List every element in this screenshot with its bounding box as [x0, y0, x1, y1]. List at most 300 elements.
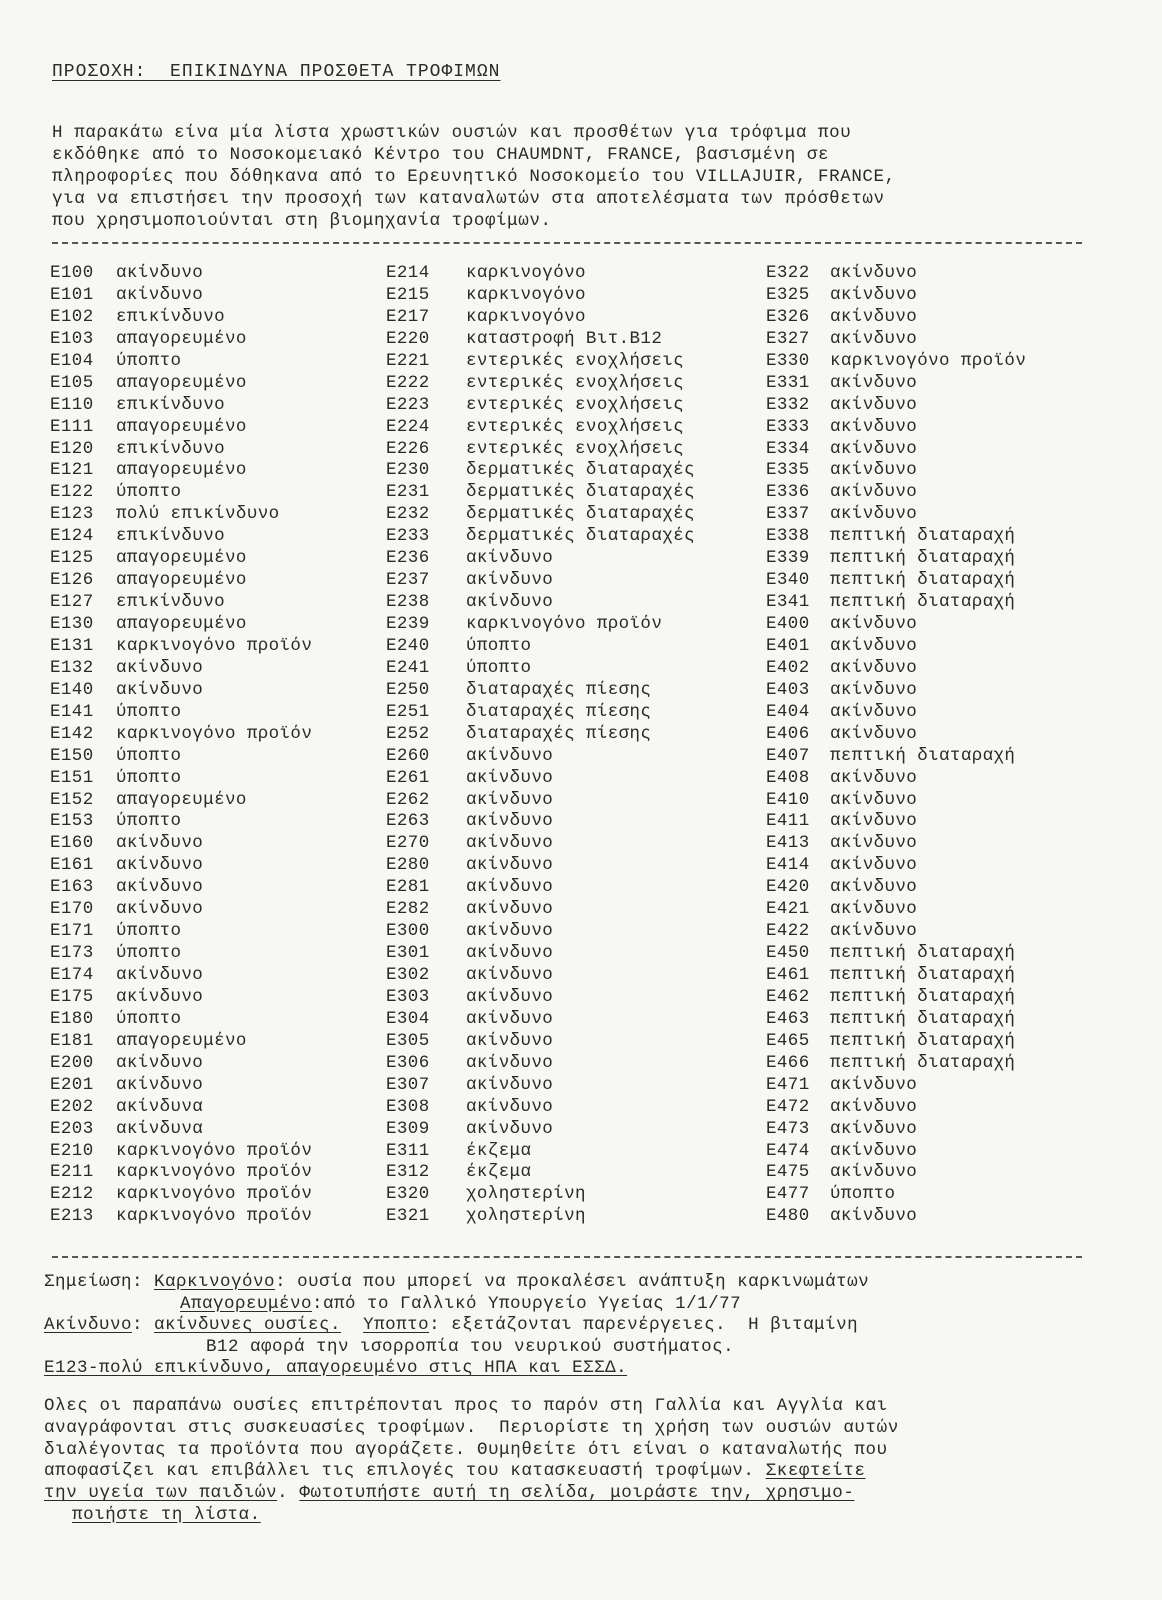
additive-row — [386, 877, 554, 899]
additive-effect: ακίνδυνο — [830, 482, 918, 503]
additive-code: E325 — [766, 284, 810, 305]
additive-row — [50, 592, 226, 614]
additive-effect: ακίνδυνο — [830, 1140, 918, 1161]
additive-row — [766, 1030, 1016, 1053]
additive-row — [766, 965, 1016, 987]
additive-effect: ακίνδυνο — [466, 1074, 554, 1095]
additive-code: E463 — [766, 1008, 810, 1029]
additives-column-2 — [386, 263, 695, 1228]
additive-row — [50, 899, 204, 921]
additive-code: E340 — [766, 570, 810, 591]
additive-code: E477 — [766, 1184, 810, 1205]
additive-effect: ακίνδυνο — [830, 416, 918, 437]
additive-row — [766, 986, 1016, 1009]
additive-effect: απαγορευμένο — [116, 614, 247, 634]
additive-effect: ακίνδυνο — [116, 1052, 204, 1073]
additive-effect: απαγορευμένο — [116, 460, 247, 481]
additive-code: E462 — [766, 986, 810, 1007]
additive-effect: δερματικές διαταραχές — [466, 526, 695, 547]
additive-code: E160 — [50, 833, 94, 854]
additive-code: E126 — [50, 570, 94, 591]
additive-code: E140 — [50, 679, 94, 700]
additive-row — [766, 263, 918, 285]
additive-row — [50, 921, 182, 943]
additive-row — [386, 1052, 554, 1075]
additive-row — [386, 504, 695, 526]
additive-effect: απαγορευμένο — [116, 328, 247, 349]
additive-row — [766, 1162, 918, 1184]
additive-row — [766, 745, 1016, 768]
additive-code: E223 — [386, 394, 430, 415]
additive-effect: έκζεμα — [466, 1162, 532, 1183]
note-term: Ακίνδυνο — [44, 1315, 133, 1335]
additive-code: E303 — [386, 986, 430, 1007]
additive-effect: καρκινογόνο προϊόν — [116, 1184, 313, 1205]
additive-code: E222 — [386, 372, 430, 393]
additive-code: E406 — [766, 723, 810, 744]
additive-effect: διαταραχές πίεσης — [466, 701, 652, 722]
additive-effect: καρκινογόνο προϊόν — [116, 723, 313, 744]
additive-effect: απαγορευμένο — [116, 570, 247, 591]
additive-code: E141 — [50, 701, 94, 722]
additive-row — [50, 614, 247, 636]
additive-row — [50, 1008, 182, 1031]
additive-effect: ακίνδυνο — [830, 635, 918, 656]
note-carcinogenic — [44, 1272, 1134, 1294]
additive-effect: ακίνδυνο — [830, 1162, 918, 1183]
closing-line: διαλέγοντας τα προϊόντα που αγοράζετε. Θυμηθείτε ότι είναι ο καταναλωτής που — [44, 1439, 888, 1460]
additive-code: E180 — [50, 1008, 94, 1029]
additive-effect: καρκινογόνο — [466, 306, 586, 327]
additive-code: E270 — [386, 833, 430, 854]
additive-effect: δερματικές διαταραχές — [466, 460, 695, 481]
additive-code: E213 — [50, 1206, 94, 1227]
additive-code: E120 — [50, 438, 94, 459]
additive-row — [386, 921, 554, 943]
additive-row — [386, 614, 663, 636]
additive-effect: ακίνδυνο — [830, 679, 918, 700]
additive-code: E311 — [386, 1140, 430, 1161]
additive-effect: ακίνδυνο — [830, 921, 918, 942]
additive-effect: ύποπτο — [116, 482, 182, 503]
additive-code: E152 — [50, 789, 94, 810]
additive-row — [386, 943, 554, 965]
additive-code: E312 — [386, 1162, 430, 1183]
additive-code: E153 — [50, 811, 94, 832]
additive-effect: ακίνδυνο — [830, 438, 918, 459]
additive-effect: ακίνδυνο — [116, 679, 204, 700]
additive-row — [766, 921, 918, 943]
additive-effect: ακίνδυνο — [830, 723, 918, 744]
additive-effect: ακίνδυνο — [830, 284, 918, 305]
additive-effect: ύποπτο — [466, 635, 532, 656]
additive-code: E163 — [50, 877, 94, 898]
additive-row — [386, 1096, 554, 1119]
additive-row — [386, 570, 554, 592]
additive-code: E466 — [766, 1052, 810, 1073]
additive-row — [386, 482, 695, 504]
additive-code: E335 — [766, 460, 810, 481]
intro-line: Η παρακάτω είνα μία λίστα χρωστικών ουσιών και προσθέτων για τρόφιμα που — [52, 123, 852, 143]
closing-line: ποιήστε τη λίστα. — [72, 1504, 261, 1525]
additive-row — [386, 789, 554, 812]
additive-code: E103 — [50, 328, 94, 349]
additive-effect: έκζεμα — [466, 1140, 532, 1161]
notes-section — [44, 1272, 1134, 1380]
additive-code: E471 — [766, 1074, 810, 1095]
additive-row — [766, 482, 918, 504]
additives-column-3 — [766, 263, 1027, 1228]
additive-row — [50, 416, 247, 439]
additive-effect: καρκινογόνο προϊόν — [116, 1140, 313, 1161]
additive-effect: ακίνδυνο — [466, 1096, 554, 1117]
additive-effect: καρκινογόνο προϊόν — [116, 1162, 313, 1183]
additive-code: E403 — [766, 679, 810, 700]
note-term: Υποπτο — [363, 1315, 430, 1335]
additive-effect: ακίνδυνο — [466, 745, 554, 766]
note-definition: :από το Γαλλικό Υπουργείο Υγείας 1/1/77 — [312, 1293, 742, 1314]
additive-row — [386, 1162, 532, 1184]
additive-code: E250 — [386, 679, 430, 700]
additive-effect: ακίνδυνο — [830, 789, 918, 810]
closing-line: Ολες οι παραπάνω ουσίες επιτρέπονται προς το παρόν στη Γαλλία και Αγγλία και — [44, 1396, 888, 1416]
additive-code: E132 — [50, 657, 94, 678]
additive-effect: απαγορευμένο — [116, 1030, 247, 1051]
additive-code: E421 — [766, 899, 810, 920]
additive-row — [50, 1030, 247, 1053]
additive-effect: ακίνδυνο — [830, 1206, 918, 1227]
additive-code: E262 — [386, 789, 430, 810]
additive-row — [386, 767, 554, 790]
closing-text: Σκεφτείτε — [765, 1461, 866, 1482]
additive-code: E300 — [386, 921, 430, 942]
additive-row — [766, 592, 1016, 614]
additive-row — [386, 1074, 554, 1097]
additive-row — [50, 438, 226, 461]
additive-code: E422 — [766, 921, 810, 942]
additive-code: E239 — [386, 614, 430, 634]
additive-code: E413 — [766, 833, 810, 854]
additive-row — [386, 1118, 554, 1141]
additive-effect: ακίνδυνο — [830, 263, 918, 283]
additive-row — [50, 767, 182, 790]
intro-line: πληροφορίες που δόθηκανα από το Ερευνητικό Νοσοκομείο του VILLAJUIR, FRANCE, — [52, 167, 896, 187]
additive-code: E401 — [766, 635, 810, 656]
additive-row — [766, 570, 1016, 592]
additive-code: E238 — [386, 592, 430, 613]
additive-effect: ακίνδυνο — [466, 877, 554, 898]
additive-code: E339 — [766, 548, 810, 569]
additive-effect: ακίνδυνο — [466, 789, 554, 810]
additive-effect: ακίνδυνο — [466, 833, 554, 854]
additive-row — [386, 526, 695, 548]
note-definition: : ουσία που μπορεί να προκαλέσει ανάπτυξη καρκινωμάτων — [275, 1272, 870, 1292]
additive-row — [50, 1052, 204, 1075]
additive-effect: εντερικές ενοχλήσεις — [466, 372, 685, 393]
additive-effect: πεπτική διαταραχή — [830, 548, 1016, 569]
additive-code: E233 — [386, 526, 430, 547]
additive-effect: ακίνδυνο — [466, 855, 554, 876]
additive-row — [50, 1096, 204, 1119]
additive-code: E461 — [766, 965, 810, 985]
additive-effect: ακίνδυνα — [116, 1096, 204, 1117]
additive-effect: ακίνδυνο — [466, 1008, 554, 1029]
additive-row — [766, 460, 918, 482]
additive-row — [50, 745, 182, 768]
additive-code: E473 — [766, 1118, 810, 1139]
closing-text: . — [277, 1483, 300, 1504]
additive-effect: ύποπτο — [116, 1008, 182, 1029]
additive-row — [386, 592, 554, 614]
additive-code: E465 — [766, 1030, 810, 1051]
additive-row — [50, 548, 247, 570]
additive-code: E322 — [766, 263, 810, 283]
additive-row — [766, 1184, 896, 1206]
additive-row — [50, 1074, 204, 1097]
additive-row — [386, 855, 554, 877]
note-term: Απαγορευμένο — [180, 1293, 313, 1314]
additive-code: E151 — [50, 767, 94, 788]
additive-row — [386, 833, 554, 855]
additive-row — [50, 570, 247, 592]
additive-code: E331 — [766, 372, 810, 393]
additive-effect: ακίνδυνο — [116, 855, 204, 876]
additive-code: E150 — [50, 745, 94, 766]
additive-effect: καταστροφή Βιτ.Β12 — [466, 328, 663, 349]
additive-code: E175 — [50, 986, 94, 1007]
note-definition: : εξετάζονται παρενέργειες. Η βιταμίνη — [429, 1315, 859, 1335]
dashed-divider — [52, 1256, 1082, 1258]
additive-row — [50, 1118, 204, 1141]
additive-effect: ύποπτο — [466, 657, 532, 678]
additive-code: E404 — [766, 701, 810, 722]
additive-row — [386, 284, 586, 307]
additive-row — [766, 1052, 1016, 1075]
additive-effect: επικίνδυνο — [116, 438, 226, 459]
additive-effect: καρκινογόνο προϊόν — [830, 350, 1027, 371]
closing-text: Φωτοτυπήστε αυτή τη σελίδα, μοιράστε την, χρησιμο- — [299, 1483, 855, 1504]
additive-row — [50, 350, 182, 373]
additive-effect: επικίνδυνο — [116, 592, 226, 613]
additive-effect: εντερικές ενοχλήσεις — [466, 394, 685, 415]
additive-row — [386, 328, 663, 351]
additive-effect: δερματικές διαταραχές — [466, 504, 695, 525]
additive-row — [766, 789, 918, 812]
additive-effect: ακίνδυνο — [830, 306, 918, 327]
additive-row — [386, 965, 554, 987]
additive-code: E420 — [766, 877, 810, 898]
additive-row — [766, 328, 918, 351]
intro-line: για να επιστήσει την προσοχή των καταναλωτών στα αποτελέσματα των πρόσθετων — [52, 189, 885, 209]
additive-effect: πεπτική διαταραχή — [830, 1052, 1016, 1073]
additive-row — [766, 372, 918, 395]
additive-effect: καρκινογόνο προϊόν — [116, 635, 313, 656]
additive-code: E251 — [386, 701, 430, 722]
additive-effect: ακίνδυνο — [466, 1118, 554, 1139]
additive-row — [766, 855, 918, 877]
additive-effect: ακίνδυνο — [466, 1052, 554, 1073]
additive-row — [386, 372, 685, 395]
additive-effect: ακίνδυνο — [466, 811, 554, 832]
additive-effect: πεπτική διαταραχή — [830, 526, 1016, 547]
additive-code: E202 — [50, 1096, 94, 1117]
additive-row — [386, 306, 586, 329]
additive-row — [50, 328, 247, 351]
additive-effect: δερματικές διαταραχές — [466, 482, 695, 503]
additive-row — [386, 701, 652, 724]
additive-row — [386, 1140, 532, 1163]
additive-effect: ακίνδυνο — [830, 855, 918, 876]
additive-code: E304 — [386, 1008, 430, 1029]
additive-code: E334 — [766, 438, 810, 459]
additive-row — [50, 263, 204, 285]
additive-code: E407 — [766, 745, 810, 766]
additive-effect: ακίνδυνο — [116, 657, 204, 678]
additive-code: E282 — [386, 899, 430, 920]
additive-effect: ακίνδυνο — [830, 899, 918, 920]
additive-code: E125 — [50, 548, 94, 569]
additive-row — [766, 723, 918, 746]
additive-row — [766, 899, 918, 921]
additive-row — [50, 855, 204, 877]
additive-effect: ακίνδυνα — [116, 1118, 204, 1139]
additive-effect: ακίνδυνο — [830, 877, 918, 898]
additive-row — [386, 745, 554, 768]
additive-code: E131 — [50, 635, 94, 656]
additive-effect: πεπτική διαταραχή — [830, 592, 1016, 613]
additive-effect: ακίνδυνο — [466, 921, 554, 942]
additive-row — [766, 701, 918, 724]
additive-code: E400 — [766, 614, 810, 634]
additive-effect: επικίνδυνο — [116, 526, 226, 547]
additive-effect: ακίνδυνο — [466, 899, 554, 920]
additive-effect: ακίνδυνο — [830, 833, 918, 854]
additive-code: E181 — [50, 1030, 94, 1051]
additive-code: E326 — [766, 306, 810, 327]
additive-code: E161 — [50, 855, 94, 876]
additive-code: E480 — [766, 1206, 810, 1227]
additive-row — [766, 350, 1027, 373]
additive-code: E309 — [386, 1118, 430, 1139]
additive-row — [766, 614, 918, 636]
additive-row — [50, 833, 204, 855]
additive-effect: ακίνδυνο — [830, 811, 918, 832]
additive-code: E226 — [386, 438, 430, 459]
closing-text: την υγεία των παιδιών — [44, 1483, 278, 1504]
additive-code: E220 — [386, 328, 430, 349]
additive-row — [386, 1030, 554, 1053]
additive-effect: ακίνδυνο — [116, 833, 204, 854]
additive-row — [50, 723, 313, 746]
additive-effect: ύποπτο — [116, 350, 182, 371]
additive-row — [50, 635, 313, 658]
additive-row — [386, 394, 685, 417]
additive-effect: καρκινογόνο προϊόν — [466, 614, 663, 634]
additive-effect: πεπτική διαταραχή — [830, 745, 1016, 766]
additive-effect: ακίνδυνο — [830, 1096, 918, 1117]
additive-code: E261 — [386, 767, 430, 788]
additive-code: E215 — [386, 284, 430, 305]
additive-effect: διαταραχές πίεσης — [466, 679, 652, 700]
additive-effect: ύποπτο — [116, 701, 182, 722]
additive-effect: απαγορευμένο — [116, 372, 247, 393]
additive-effect: επικίνδυνο — [116, 394, 226, 415]
additive-code: E241 — [386, 657, 430, 678]
additive-code: E122 — [50, 482, 94, 503]
additive-code: E111 — [50, 416, 94, 437]
additive-effect: ακίνδυνο — [830, 614, 918, 634]
additive-effect: ακίνδυνο — [830, 657, 918, 678]
additive-code: E263 — [386, 811, 430, 832]
additive-row — [386, 438, 685, 461]
additive-code: E302 — [386, 965, 430, 985]
additive-effect: ακίνδυνο — [466, 986, 554, 1007]
additive-row — [50, 1140, 313, 1163]
additive-code: E203 — [50, 1118, 94, 1139]
additive-row — [50, 284, 204, 307]
additive-code: E280 — [386, 855, 430, 876]
additive-row — [50, 789, 247, 812]
additive-code: E475 — [766, 1162, 810, 1183]
additive-code: E211 — [50, 1162, 94, 1183]
additive-code: E201 — [50, 1074, 94, 1095]
additive-effect: πεπτική διαταραχή — [830, 1030, 1016, 1051]
note-e123: E123-πολύ επικίνδυνο, απαγορευμένο στις ΗΠΑ και ΕΣΣΔ. — [44, 1358, 628, 1378]
additive-code: E306 — [386, 1052, 430, 1073]
additive-row — [386, 350, 685, 373]
additive-row — [50, 657, 204, 680]
additive-row — [766, 1118, 918, 1141]
additive-code: E102 — [50, 306, 94, 327]
additive-effect: πεπτική διαταραχή — [830, 965, 1016, 985]
additive-code: E121 — [50, 460, 94, 481]
additive-effect: ύποπτο — [116, 921, 182, 942]
additive-effect: ακίνδυνο — [466, 965, 554, 985]
closing-line — [44, 1483, 1144, 1505]
note-separator: : — [132, 1315, 155, 1335]
additive-code: E321 — [386, 1206, 430, 1227]
additive-effect: ακίνδυνο — [116, 986, 204, 1007]
additive-row — [50, 504, 280, 526]
additive-row — [766, 504, 918, 526]
additive-row — [766, 394, 918, 417]
intro-paragraph — [52, 122, 1132, 232]
additive-effect: ακίνδυνο — [466, 767, 554, 788]
additive-effect: απαγορευμένο — [116, 789, 247, 810]
additive-effect: ακίνδυνο — [830, 1074, 918, 1095]
additive-row — [50, 811, 182, 833]
additive-effect: ύποπτο — [116, 943, 182, 964]
closing-text: αποφασίζει και επιβάλλει τις επιλογές του κατασκευαστή τροφίμων. — [44, 1461, 766, 1482]
additive-effect: απαγορευμένο — [116, 416, 247, 437]
additive-effect: ακίνδυνο — [116, 877, 204, 898]
additive-row — [386, 416, 685, 439]
additive-effect: εντερικές ενοχλήσεις — [466, 438, 685, 459]
additive-row — [50, 372, 247, 395]
additive-row — [50, 1206, 313, 1228]
additive-effect: ύποπτο — [116, 745, 182, 766]
additive-row — [766, 811, 918, 833]
additive-effect: επικίνδυνο — [116, 306, 226, 327]
additive-code: E173 — [50, 943, 94, 964]
additive-code: E214 — [386, 263, 430, 283]
additive-row — [766, 877, 918, 899]
additive-code: E305 — [386, 1030, 430, 1051]
additive-effect: ακίνδυνο — [116, 899, 204, 920]
additive-row — [766, 1096, 918, 1119]
additive-code: E450 — [766, 943, 810, 964]
note-safe — [44, 1315, 1134, 1337]
